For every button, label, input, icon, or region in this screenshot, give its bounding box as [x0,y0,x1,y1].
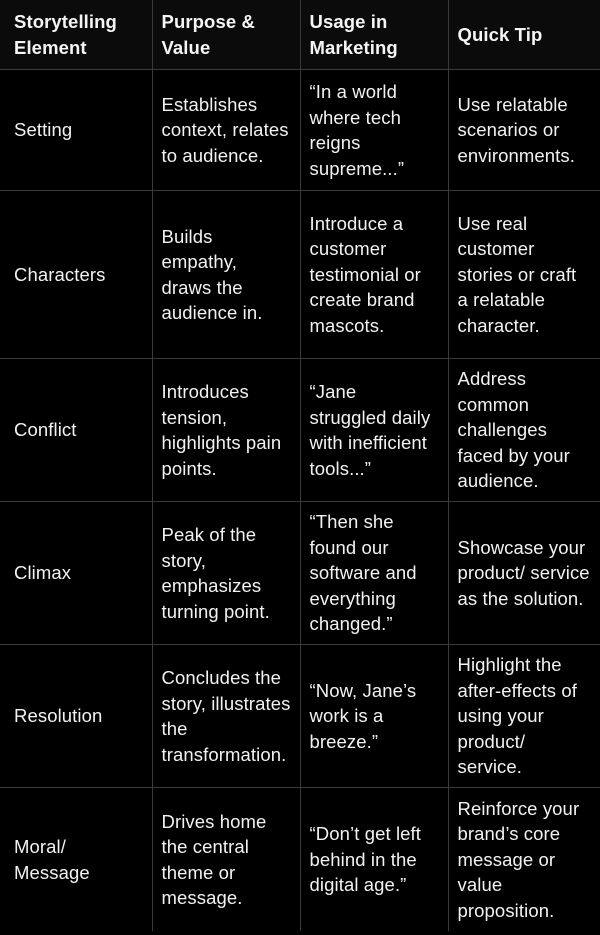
table-body [0,70,600,932]
table-row [0,502,600,645]
cell-tip: Reinforce your brand’s core message or value proposition. [448,788,600,932]
cell-purpose: Establishes context, relates to audience. [152,70,300,191]
cell-element: Conflict [0,359,152,502]
cell-usage: “Jane struggled daily with inefficient tools...” [300,359,448,502]
cell-tip: Use relatable scenarios or environments. [448,70,600,191]
cell-usage: “Then she found our software and everything changed.” [300,502,448,645]
cell-element: Setting [0,70,152,191]
table-row [0,788,600,932]
cell-element: Moral/ Message [0,788,152,932]
table-row [0,70,600,191]
table-row [0,359,600,502]
cell-tip: Showcase your product/ service as the solution. [448,502,600,645]
header-usage-marketing: Usage in Marketing [300,0,448,70]
header-quick-tip: Quick Tip [448,0,600,70]
header-purpose-value: Purpose & Value [152,0,300,70]
header-storytelling-element: Storytelling Element [0,0,152,70]
cell-purpose: Peak of the story, emphasizes turning point. [152,502,300,645]
cell-usage: “Now, Jane’s work is a breeze.” [300,645,448,788]
cell-tip: Highlight the after-effects of using your product/ service. [448,645,600,788]
table-header [0,0,600,70]
cell-purpose: Introduces tension, highlights pain points. [152,359,300,502]
cell-tip: Address common challenges faced by your audience. [448,359,600,502]
cell-purpose: Drives home the central theme or message. [152,788,300,932]
table-row [0,191,600,359]
cell-usage: “Don’t get left behind in the digital age.” [300,788,448,932]
cell-usage: “In a world where tech reigns supreme...” [300,70,448,191]
cell-usage: Introduce a customer testimonial or create brand mascots. [300,191,448,359]
table-row [0,645,600,788]
cell-element: Characters [0,191,152,359]
cell-tip: Use real customer stories or craft a relatable character. [448,191,600,359]
header-row [0,0,600,70]
cell-purpose: Concludes the story, illustrates the transformation. [152,645,300,788]
cell-element: Climax [0,502,152,645]
cell-purpose: Builds empathy, draws the audience in. [152,191,300,359]
cell-element: Resolution [0,645,152,788]
